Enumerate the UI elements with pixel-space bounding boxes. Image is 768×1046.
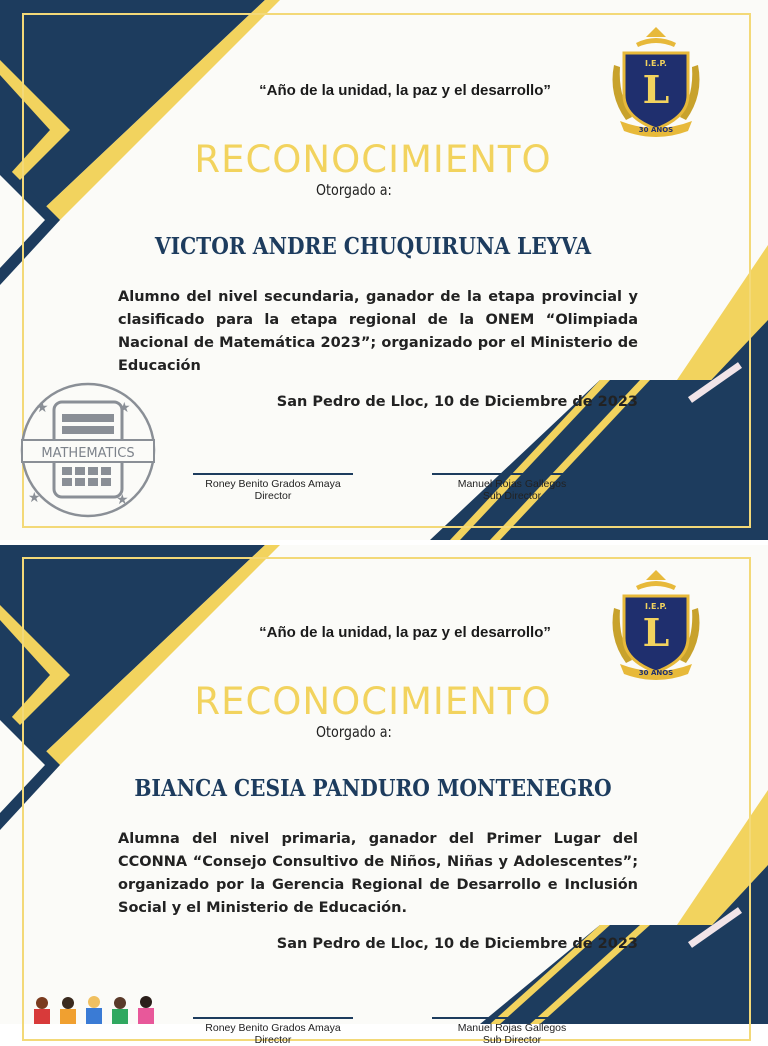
motto: “Año de la unidad, la paz y el desarrollo” <box>259 82 551 99</box>
signature-name: Roney Benito Grados Amaya <box>205 478 341 490</box>
mathematics-badge-icon <box>18 372 158 527</box>
svg-text:★: ★ <box>116 492 129 508</box>
signature-name: Manuel Rojas Gallegos <box>457 478 567 490</box>
certificate-body: Alumna del nivel primaria, ganador del Primer Lugar del CCONNA “Consejo Consultivo de Niños, Niñas y Adolescentes”; organizado por la Gerencia Regional de Desarrollo e Inclusión Social y el Ministerio de Educación. <box>118 831 638 916</box>
children-illustration-icon <box>30 993 165 1024</box>
badge-label: MATHEMATICS <box>41 446 135 461</box>
certificate-body: Alumno del nivel secundaria, ganador de la etapa provincial y clasificado para la etapa regional de la ONEM “Olimpiada Nacional de Matemática 2023”; organizado por el Ministerio de Educación <box>118 289 638 374</box>
signature-name: Manuel Rojas Gallegos <box>457 1022 567 1034</box>
svg-text:★: ★ <box>28 490 41 506</box>
crest-top-text: I.E.P. <box>645 602 667 611</box>
signature-role: Director <box>254 490 292 502</box>
crest-ribbon-text: 30 AÑOS <box>638 126 674 134</box>
certificate-2 <box>0 545 768 1046</box>
svg-text:★: ★ <box>118 400 131 416</box>
certificate-date: San Pedro de Lloc, 10 de Diciembre de 2023 <box>276 936 638 952</box>
svg-text:★: ★ <box>36 400 49 416</box>
certificate-title: RECONOCIMIENTO <box>194 138 552 181</box>
crest-top-text: I.E.P. <box>645 59 667 68</box>
signature-subdirector <box>432 473 592 502</box>
signature-director <box>193 473 353 502</box>
motto: “Año de la unidad, la paz y el desarrollo” <box>259 624 551 641</box>
certificate-date: San Pedro de Lloc, 10 de Diciembre de 2023 <box>276 394 638 410</box>
crest-letters: L <box>642 610 670 655</box>
granted-to-label: Otorgado a: <box>316 181 392 199</box>
granted-to-label: Otorgado a: <box>316 723 392 741</box>
recipient-name: VICTOR ANDRE CHUQUIRUNA LEYVA <box>154 233 592 260</box>
signature-role: Sub Director <box>482 1034 542 1046</box>
signature-director <box>193 1017 353 1046</box>
signature-name: Roney Benito Grados Amaya <box>205 1022 341 1034</box>
crest-ribbon-text: 30 AÑOS <box>638 669 674 677</box>
certificate-title: RECONOCIMIENTO <box>194 680 552 723</box>
crest-letters: L <box>642 67 670 112</box>
signature-role: Director <box>254 1034 292 1046</box>
recipient-name: BIANCA CESIA PANDURO MONTENEGRO <box>134 775 612 802</box>
signature-subdirector <box>432 1017 592 1046</box>
signature-role: Sub Director <box>482 490 542 502</box>
